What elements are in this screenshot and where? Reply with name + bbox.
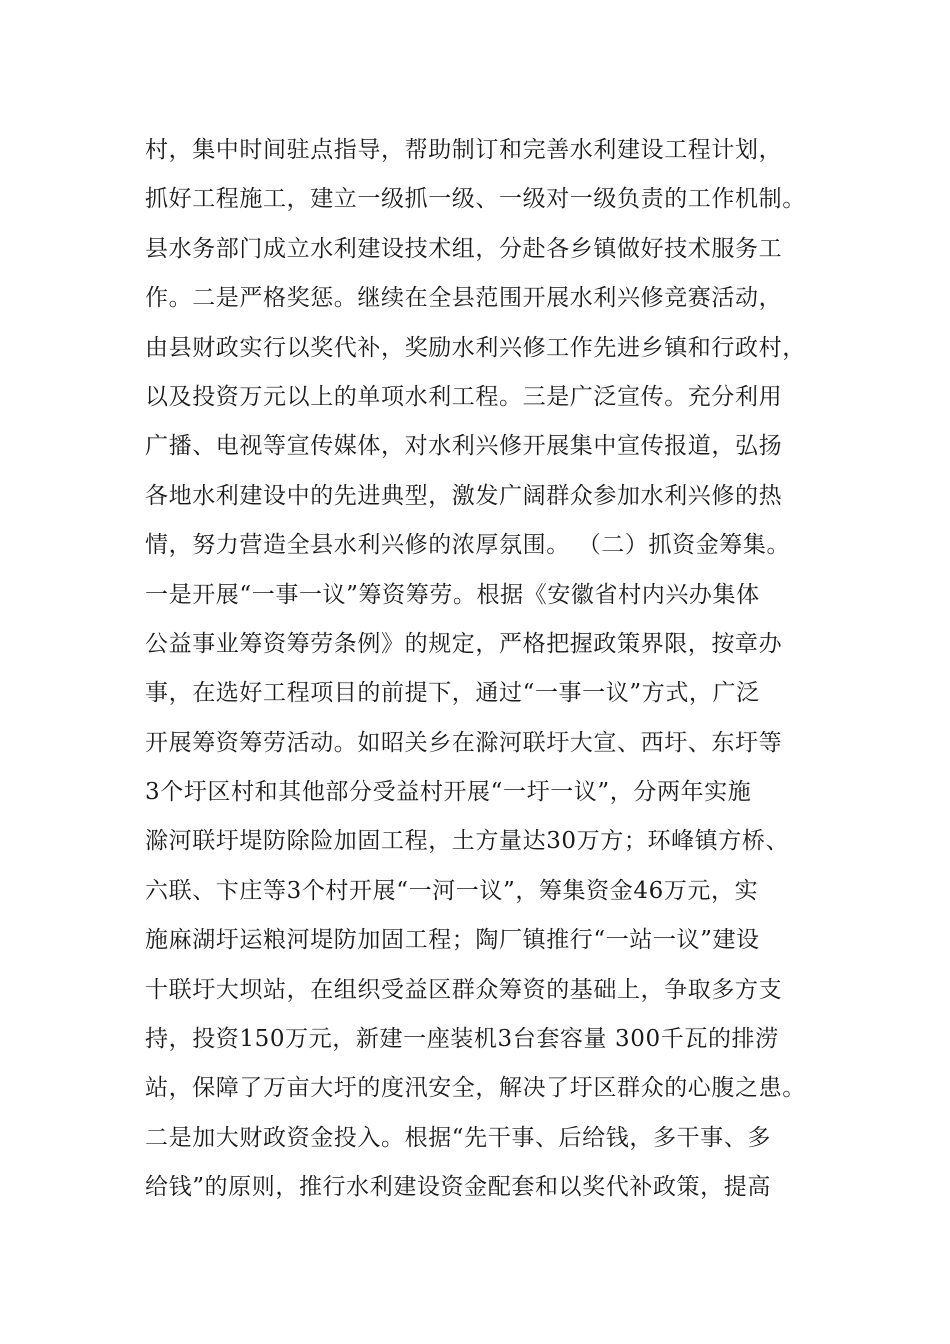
text-line: 一是开展“一事一议”筹资筹劳。根据《安徽省村内兴办集体 <box>145 581 760 608</box>
text-line: 作。二是严格奖惩。继续在全县范围开展水利兴修竞赛活动， <box>145 285 783 312</box>
text-line: 以及投资万元以上的单项水利工程。三是广泛宣传。充分利用 <box>145 383 783 410</box>
text-line: 村，集中时间驻点指导，帮助制订和完善水利建设工程计划， <box>145 137 783 163</box>
text-line: 3个圩区村和其他部分受益村开展“一圩一议”，分两年实施 <box>145 779 752 806</box>
text-line: 事，在选好工程项目的前提下，通过“一事一议”方式，广泛 <box>145 680 760 707</box>
text-line: 由县财政实行以奖代补，奖励水利兴修工作先进乡镇和行政村， <box>145 334 806 361</box>
text-line: 县水务部门成立水利建设技术组，分赴各乡镇做好技术服务工 <box>145 235 783 262</box>
text-line: 滁河联圩堤防除险加固工程，土方量达30万方；环峰镇方桥、 <box>145 828 790 855</box>
text-line: 站，保障了万亩大圩的度汛安全，解决了圩区群众的心腹之患。 <box>145 1075 806 1102</box>
text-line: 抓好工程施工，建立一级抓一级、一级对一级负责的工作机制。 <box>145 186 806 213</box>
text-line: 十联圩大坝站，在组织受益区群众筹资的基础上，争取多方支 <box>145 976 783 1003</box>
text-line: 施麻湖圩运粮河堤防加固工程；陶厂镇推行“一站一议”建设 <box>145 927 760 954</box>
text-line: 公益事业筹资筹劳条例》的规定，严格把握政策界限，按章办 <box>145 630 783 657</box>
text-line: 六联、卞庄等3个村开展“一河一议”，筹集资金46万元，实 <box>145 877 759 904</box>
text-line: 二是加大财政资金投入。根据“先干事、后给钱，多干事、多 <box>145 1124 771 1151</box>
text-line: 持，投资150万元，新建一座装机3台套容量 300千瓦的排涝 <box>145 1026 779 1053</box>
text-line: 广播、电视等宣传媒体，对水利兴修开展集中宣传报道，弘扬 <box>145 433 783 460</box>
text-line: 开展筹资筹劳活动。如昭关乡在滁河联圩大宣、西圩、东圩等 <box>145 729 783 756</box>
text-line: 情，努力营造全县水利兴修的浓厚氛围。 （二）抓资金筹集。 <box>145 532 791 559</box>
body-text <box>145 126 835 1213</box>
text-line: 给钱”的原则，推行水利建设资金配套和以奖代补政策，提高 <box>145 1174 771 1201</box>
text-line: 各地水利建设中的先进典型，激发广阔群众参加水利兴修的热 <box>145 482 783 509</box>
